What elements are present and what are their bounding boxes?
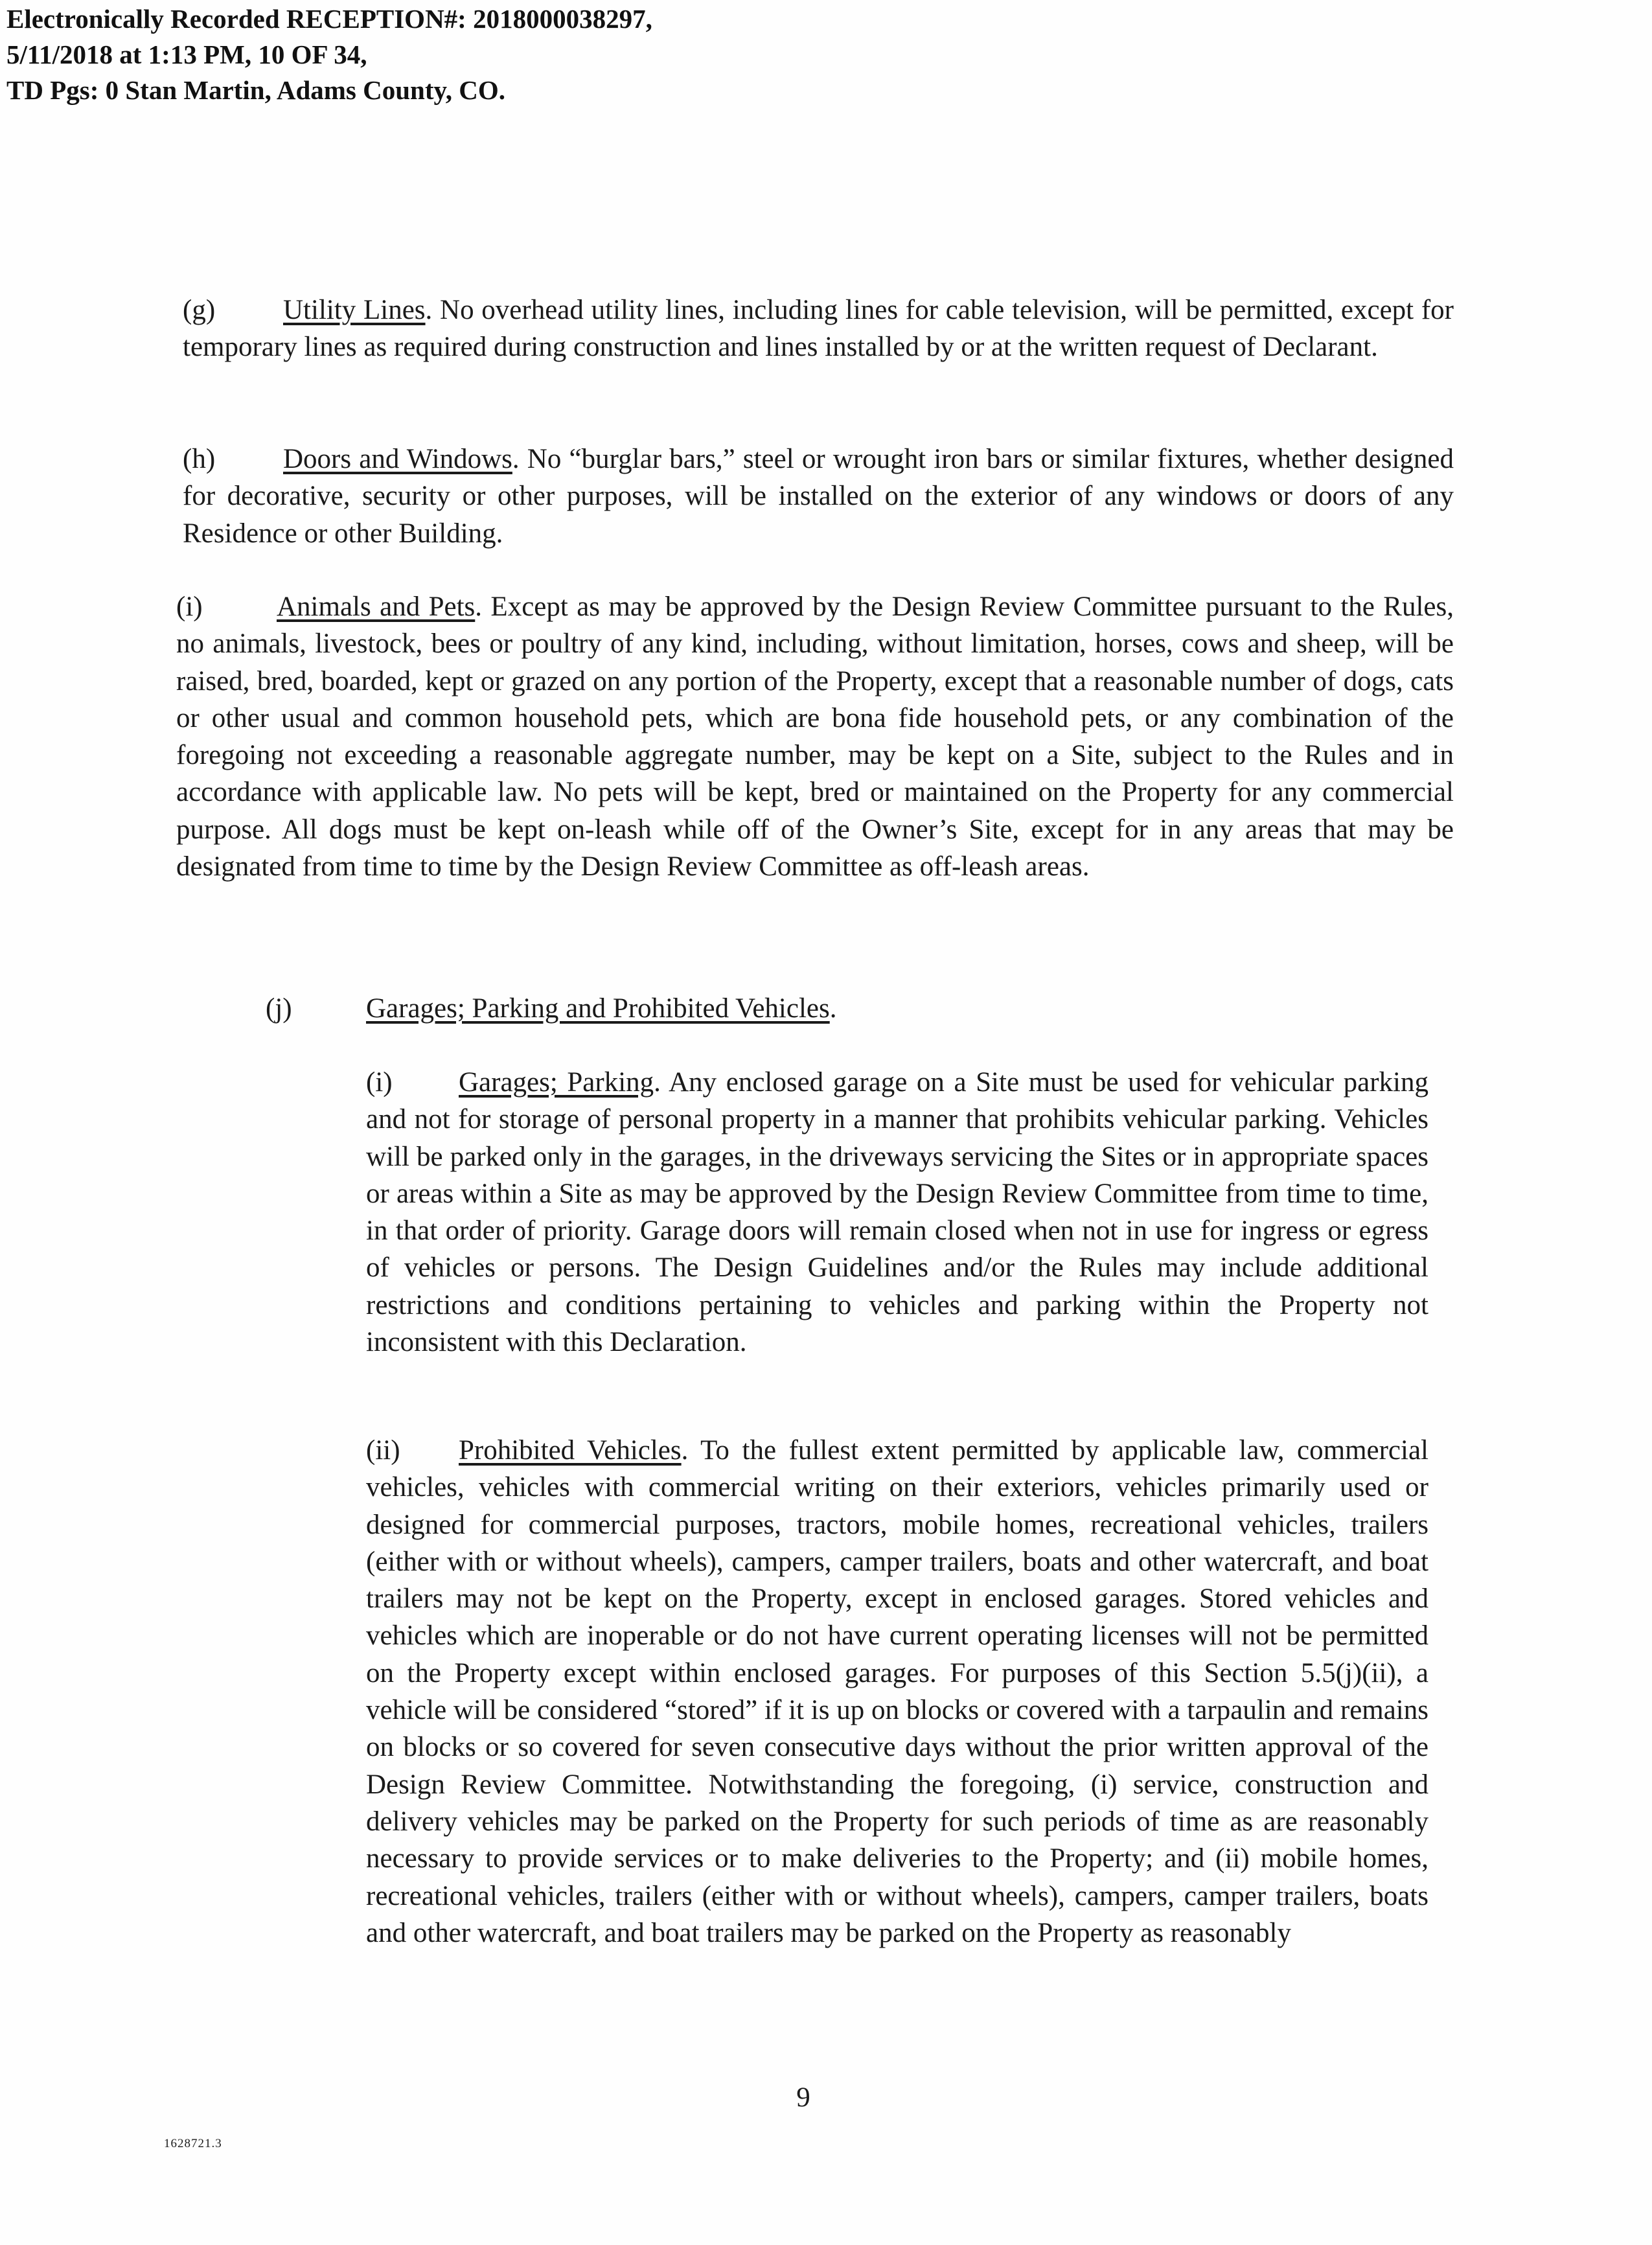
- section-g-text: . No overhead utility lines, including lines for cable television, will be permitted, except for temporary lines as required during construction and lines installed by or at the written request of Declarant.: [183, 295, 1454, 363]
- section-j-heading: [266, 990, 1454, 1027]
- stamp-line-1: Electronically Recorded RECEPTION#: 2018000038297,: [6, 4, 652, 34]
- section-j-i-title: Garages; Parking: [459, 1067, 654, 1098]
- section-g-paragraph: [183, 292, 1454, 366]
- section-i-text: . Except as may be approved by the Design Review Committee pursuant to the Rules, no animals, livestock, bees or poultry of any kind, including, without limitation, horses, cows and sheep, will be raised, bred, boarded, kept or grazed on any portion of the Property, except that a reasonable number of dogs, cats or other usual and common household pets, which are bona fide household pets, or any combination of the foregoing not exceeding a reasonable aggregate number, may be kept on a Site, subject to the Rules and in accordance with applicable law. No pets will be kept, bred or maintained on the Property for any commercial purpose. All dogs must be kept on-leash while off of the Owner’s Site, except for in any areas that may be designated from time to time by the Design Review Committee as off-leash areas.: [176, 592, 1454, 882]
- section-j-i-label: (i): [366, 1067, 393, 1098]
- section-j-ii-text: . To the fullest extent permitted by applicable law, commercial vehicles, vehicles with commercial writing on their exteriors, vehicles primarily used or designed for commercial purposes, tractors, mobile homes, recreational vehicles, trailers (either with or without wheels), campers, camper trailers, boats and other watercraft, and boat trailers may not be kept on the Property, except in enclosed garages. Stored vehicles and vehicles which are inoperable or do not have current operating licenses will not be permitted on the Property except within enclosed garages. For purposes of this Section 5.5(j)(ii), a vehicle will be considered “stored” if it is up on blocks or covered with a tarpaulin and remains on blocks or so covered for seven consecutive days without the prior written approval of the Design Review Committee. Notwithstanding the foregoing, (i) service, construction and delivery vehicles may be parked on the Property for such periods of time as are reasonably necessary to provide services or to make deliveries to the Property; and (ii) mobile homes, recreational vehicles, trailers (either with or without wheels), campers, camper trailers, boats and other watercraft, and boat trailers may be parked on the Property as reasonably: [366, 1435, 1428, 1948]
- section-j-ii-title: Prohibited Vehicles: [459, 1435, 682, 1466]
- section-g-title: Utility Lines: [283, 295, 426, 325]
- section-j-i-text: . Any enclosed garage on a Site must be used for vehicular parking and not for storage of personal property in a manner that prohibits vehicular parking. Vehicles will be parked only in the garages, in the driveways servicing the Sites or in appropriate spaces or areas within a Site as may be approved by the Design Review Committee from time to time, in that order of priority. Garage doors will remain closed when not in use for ingress or egress of vehicles or persons. The Design Guidelines and/or the Rules may include additional restrictions and conditions pertaining to vehicles and parking within the Property not inconsistent with this Declaration.: [366, 1067, 1428, 1358]
- section-j-label: (j): [266, 993, 292, 1024]
- section-i-title: Animals and Pets: [277, 592, 476, 622]
- recording-stamp: [6, 1, 652, 108]
- section-g-label: (g): [183, 295, 216, 325]
- page-number: 9: [796, 2082, 810, 2113]
- stamp-line-3: TD Pgs: 0 Stan Martin, Adams County, CO.: [6, 75, 505, 105]
- stamp-line-2: 5/11/2018 at 1:13 PM, 10 OF 34,: [6, 40, 367, 69]
- section-j-ii-paragraph: [366, 1432, 1428, 1951]
- section-h-label: (h): [183, 444, 216, 474]
- section-i-label: (i): [176, 592, 203, 622]
- document-id: 1628721.3: [164, 2137, 222, 2150]
- section-h-paragraph: [183, 441, 1454, 552]
- section-j-i-paragraph: [366, 1064, 1428, 1361]
- section-h-text: . No “burglar bars,” steel or wrought iron bars or similar fixtures, whether designed for decorative, security or other purposes, will be installed on the exterior of any windows or doors of any Residence or other Building.: [183, 444, 1454, 549]
- section-h-title: Doors and Windows: [283, 444, 512, 474]
- section-j-ii-label: (ii): [366, 1435, 400, 1466]
- section-i-paragraph: [176, 588, 1454, 885]
- section-j-title: Garages; Parking and Prohibited Vehicles: [366, 993, 830, 1024]
- section-j-text: .: [829, 993, 837, 1024]
